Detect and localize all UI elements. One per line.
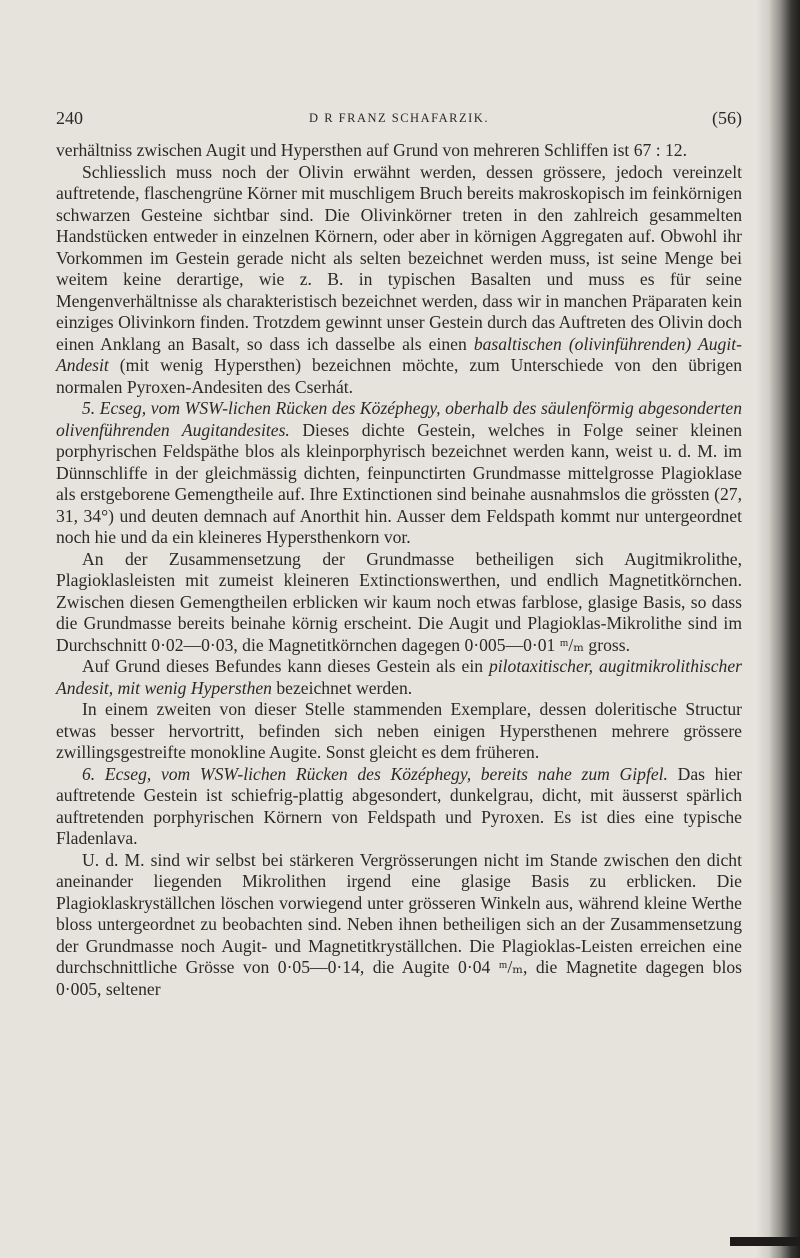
paragraph-microscopy: U. d. M. sind wir selbst bei stärkeren Vergrösserungen nicht im Stande zwischen den dicht aneinander liegenden Mikrolithen irgend eine glasige Basis zu erblicken. Die Plagioklaskryställchen löschen vorwiegend unter grösseren Winkeln aus, während kleine Werthe bloss untergeordnet zu beobachten sind. Neben ihnen betheiligen sich an der Zusammensetzung der Grundmasse noch Augit- und Magnetitkryställchen. Die Plagioklas-Leisten erreichen eine durchschnittliche Grösse von 0·05—0·14, die Augite 0·04 ᵐ/ₘ, die Magnetite dagegen blos 0·005, seltener: [56, 849, 742, 999]
section-number: (56): [712, 108, 742, 128]
paragraph-olivin-text-a: Schliesslich muss noch der Olivin erwähnt werden, dessen grössere, jedoch vereinzelt auftretende, flaschengrüne Körner mit muschligem Bruch bereits makroskopisch im feinkörnigen schwarzen Gesteine sichtbar sind. Die Olivinkörner treten in den zahlreich gesammelten Handstücken entweder in einzelnen Körnern, oder aber in körnigen Aggregaten auf. Obwohl ihr Vorkommen im Gestein gerade nicht als selten bezeichnet werden muss, ist seine Menge bei weitem keine derartige, wie z. B. in typischen Basalten und muss es für seine Mengenverhältnisse als charakteristisch bezeichnet werden, dass wir in manchen Präparaten kein einziges Olivinkorn finden. Trotzdem gewinnt unser Gestein durch das Auftreten des Olivin doch einen Anklang an Basalt, so dass ich dasselbe als einen: [56, 161, 742, 354]
article-body: [56, 140, 742, 1000]
sample-6-text: Das hier auftretende Gestein ist schiefrig-plattig abgesondert, dunkelgrau, dicht, mit äusserst spärlich auftretenden porphyrischen Körnern von Feldspath und Pyroxen. Es ist dies eine typische Fladenlava.: [56, 763, 742, 848]
sample-5-text: Dieses dichte Gestein, welches in Folge seiner kleinen porphyrischen Feldspäthe blos als kleinporphyrisch bezeichnet werden kann, weist u. d. M. im Dünnschliffe in der gleichmässig dichten, feinpunctirten Grundmasse mittelgrosse Plagioklase als erstgeborene Gemengtheile auf. Ihre Extinctionen sind beinahe ausnahmslos die grössten (27, 31, 34°) und deuten demnach auf Anorthit hin. Ausser dem Feldspath kommt nur untergeordnet noch hie und da ein kleineres Hypersthenkorn vor.: [56, 419, 742, 547]
page-number: 240: [56, 108, 83, 128]
rock-name-basaltic-andesite: basaltischen (olivinführenden) Augit-Andesit: [56, 333, 742, 375]
book-spine-edge: [770, 0, 800, 1258]
sample-6-heading: 6. Ecseg, vom WSW-lichen Rücken des Középhegy, bereits nahe zum Gipfel.: [82, 763, 668, 784]
classification-text-b: bezeichnet werden.: [271, 677, 413, 698]
running-header: [56, 108, 742, 130]
paragraph-groundmass: An der Zusammensetzung der Grundmasse betheiligen sich Augitmikrolithe, Plagioklasleisten mit zumeist kleineren Extinctionswerthen, und endlich Magnetitkörnchen. Zwischen diesen Gemengtheilen erblicken wir kaum noch etwas farblose, glasige Basis, so dass die Grundmasse bereits beinahe körnig erscheint. Die Augit und Plagioklas-Mikrolithe sind im Durchschnitt 0·02—0·03, die Magnetitkörnchen dagegen 0·005—0·01 ᵐ/ₘ gross.: [56, 548, 742, 655]
scan-edge-mark: [730, 1237, 800, 1246]
paragraph-1: verhältniss zwischen Augit und Hypersthen auf Grund von mehreren Schliffen ist 67 : 12.: [56, 140, 687, 160]
paragraph-sample-5: [56, 398, 742, 549]
gutter-shadow: [756, 0, 770, 1258]
paragraph-classification: [56, 656, 742, 699]
sample-5-heading: 5. Ecseg, vom WSW-lichen Rücken des Középhegy, oberhalb des säulenförmig abgesonderten olivenführenden Augitandesites.: [56, 398, 742, 440]
rock-name-pilotaxitic-andesite: pilotaxitischer, augitmikrolithischer Andesit, mit wenig Hypersthen: [56, 656, 742, 698]
paragraph-olivin: [56, 162, 742, 399]
running-title: D R FRANZ SCHAFARZIK.: [309, 111, 489, 125]
classification-text-a: Auf Grund dieses Befundes kann dieses Gestein als ein: [82, 656, 489, 676]
paragraph-olivin-text-b: (mit wenig Hypersthen) bezeichnen möchte, zum Unterschiede von den übrigen normalen Pyroxen-Andesiten des Cserhát.: [56, 355, 742, 397]
paragraph-second-specimen: In einem zweiten von dieser Stelle stammenden Exemplare, dessen doleritische Structur etwas besser hervortritt, befinden sich neben einigen Hypersthenen mehrere grössere zwillingsgestreifte monokline Augite. Sonst gleicht es dem früheren.: [56, 699, 742, 762]
paragraph-sample-6: [56, 764, 742, 850]
